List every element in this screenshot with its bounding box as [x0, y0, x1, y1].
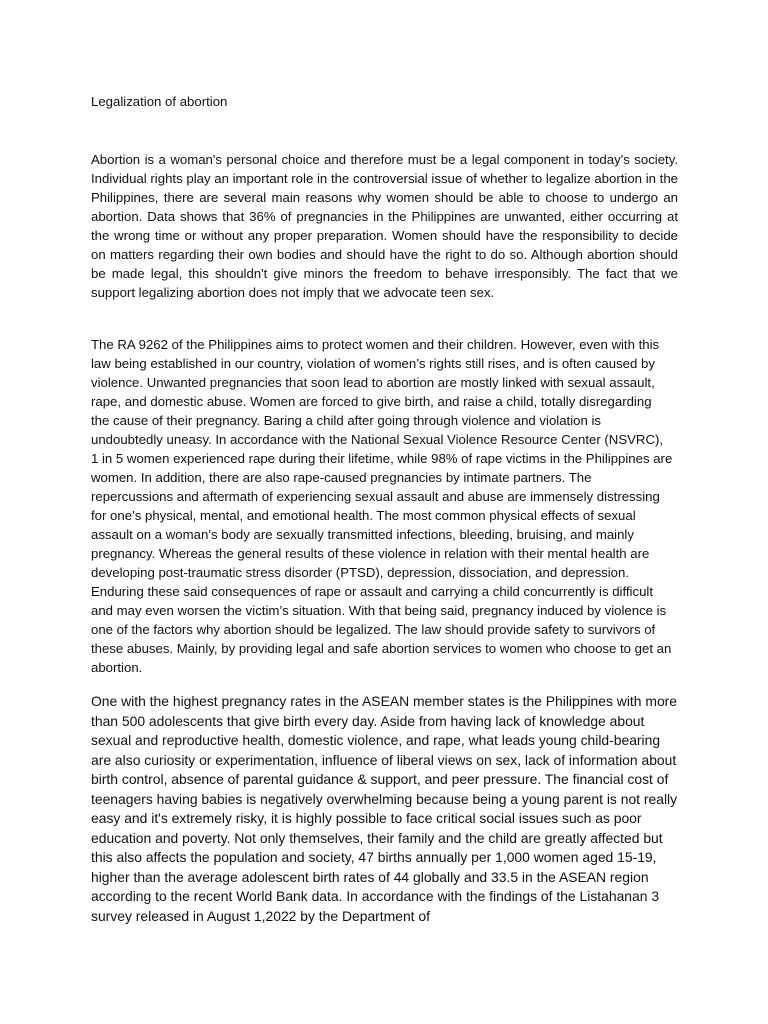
paragraph-1: Abortion is a woman's personal choice and therefore must be a legal component in today's society. Individual rights play an important role in the controversial issue of whether to legalize abortion in the Philippines, there are several main reasons why women should be able to choose to undergo an abortion. Data shows that 36% of pregnancies in the Philippines are unwanted, either occurring at the wrong time or without any proper preparation. Women should have the responsibility to decide on matters regarding their own bodies and should have the right to do so. Although abortion should be made legal, this shouldn't give minors the freedom to behave irresponsibly. The fact that we support legalizing abortion does not imply that we advocate teen sex. — [91, 152, 678, 300]
document-title: Legalization of abortion — [91, 94, 228, 109]
paragraph-2: The RA 9262 of the Philippines aims to protect women and their children. However, even with this law being established in our country, violation of women’s rights still rises, and is often caused by violence. Unwanted pregnancies that soon lead to abortion are mostly linked with sexual assault, rape, and domestic abuse. Women are forced to give birth, and raise a child, totally disregarding the cause of their pregnancy. Baring a child after going through violence and violation is undoubtedly uneasy. In accordance with the National Sexual Violence Resource Center (NSVRC), 1 in 5 women experienced rape during their lifetime, while 98% of rape victims in the Philippines are women. In addition, there are also rape-caused pregnancies by intimate partners. The repercussions and aftermath of experiencing sexual assault and abuse are immensely distressing for one’s physical, mental, and emotional health. The most common physical effects of sexual assault on a woman’s body are sexually transmitted infections, bleeding, bruising, and mainly pregnancy. Whereas the general results of these violence in relation with their mental health are developing post-traumatic stress disorder (PTSD), depression, dissociation, and depression. Enduring these said consequences of rape or assault and carrying a child concurrently is difficult and may even worsen the victim’s situation. With that being said, pregnancy induced by violence is one of the factors why abortion should be legalized. The law should provide safety to survivors of these abuses. Mainly, by providing legal and safe abortion services to women who choose to get an abortion. — [91, 337, 673, 675]
paragraph-3: One with the highest pregnancy rates in the ASEAN member states is the Philippines with more than 500 adolescents that give birth every day. Aside from having lack of knowledge about sexual and reproductive health, domestic violence, and rape, what leads young child-bearing are also curiosity or experimentation, influence of liberal views on sex, lack of information about birth control, absence of parental guidance & support, and peer pressure. The financial cost of teenagers having babies is negatively overwhelming because being a young parent is not really easy and it's extremely risky, it is highly possible to face critical social issues such as poor education and poverty. Not only themselves, their family and the child are greatly affected but this also affects the population and society, 47 births annually per 1,000 women aged 15-19, higher than the average adolescent birth rates of 44 globally and 33.5 in the ASEAN region according to the recent World Bank data. In accordance with the findings of the Listahanan 3 survey released in August 1,2022 by the Department of — [91, 693, 678, 924]
